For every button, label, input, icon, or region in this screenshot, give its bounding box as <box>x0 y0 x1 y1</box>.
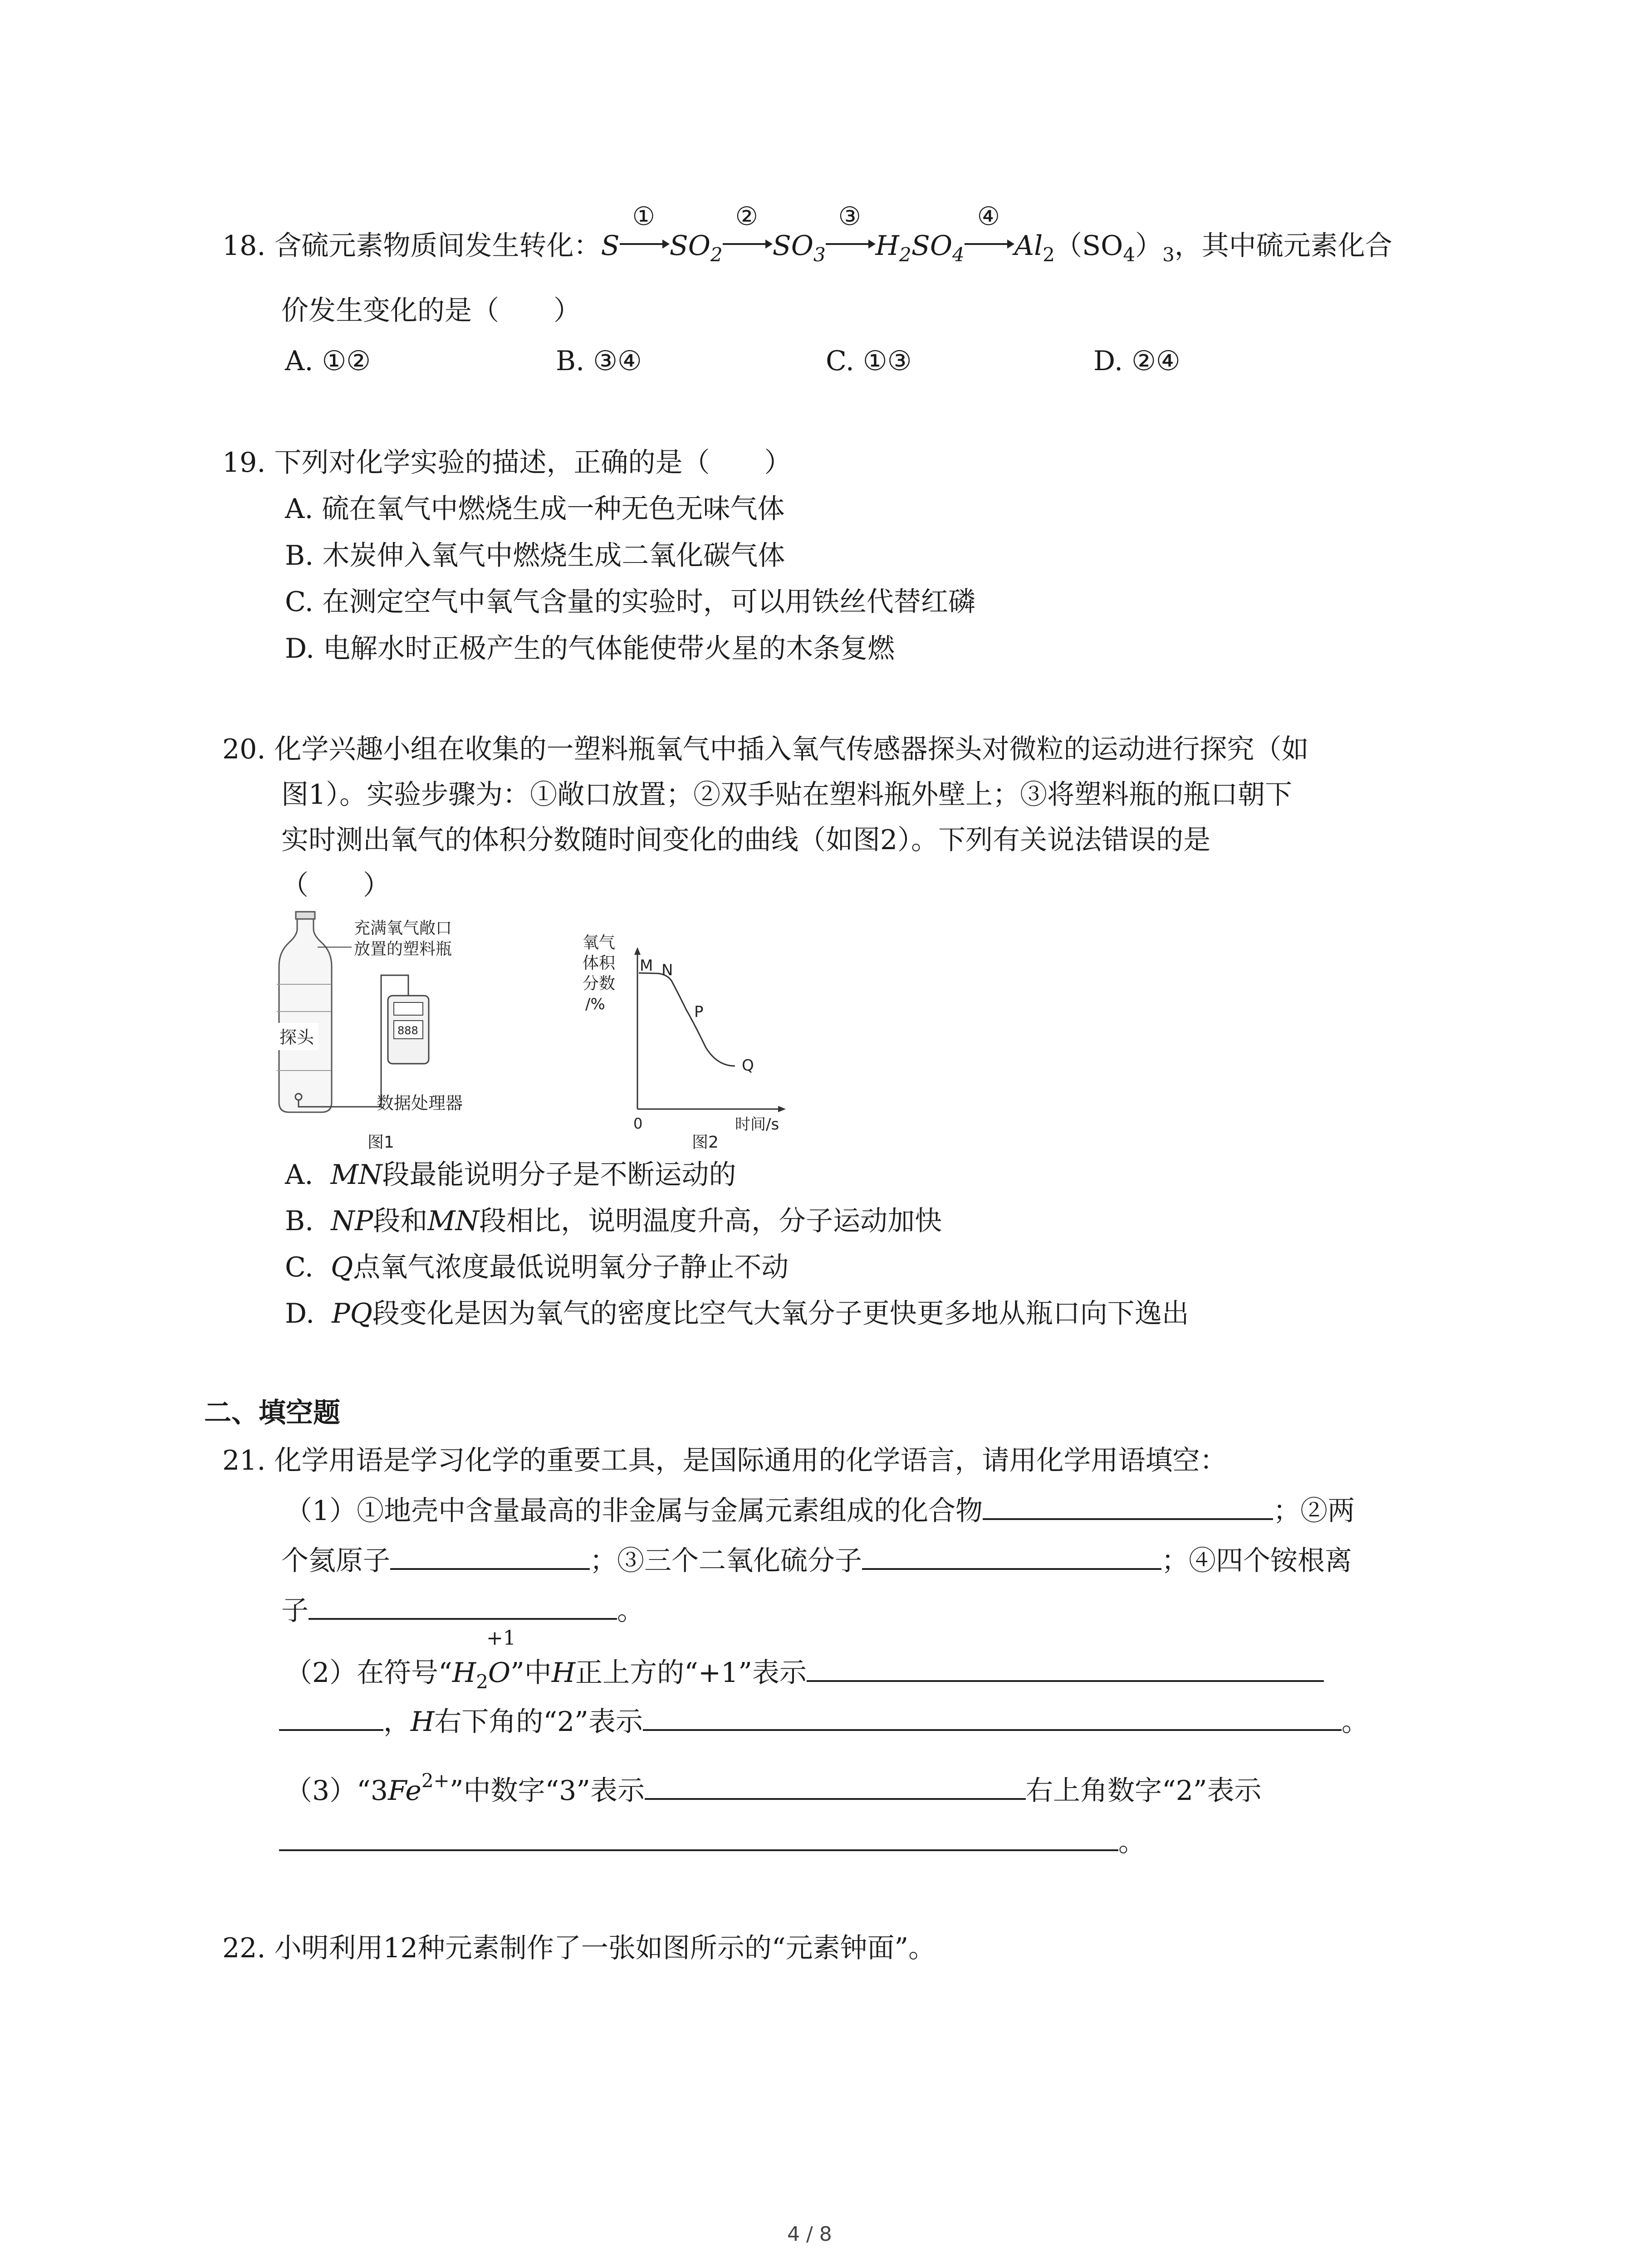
q20-line4: （ ） <box>281 870 390 901</box>
q18-option-b: B. ③④ <box>556 345 642 377</box>
section-title: 二、填空题 <box>204 1397 340 1429</box>
oxygen-curve <box>639 973 735 1066</box>
q20-option-c: C. Q点氧气浓度最低说明氧分子静止不动 <box>285 1251 789 1283</box>
formula-s: S <box>601 230 620 262</box>
figure-2-graph <box>581 930 798 1161</box>
answer-blank-charge[interactable] <box>279 1826 1118 1851</box>
q18-option-c: C. ①③ <box>826 345 912 377</box>
point-p: P <box>694 1003 704 1021</box>
answer-blank-so2[interactable] <box>862 1545 1161 1570</box>
y-axis-label-2: 体积 <box>583 954 616 973</box>
q18-option-a: A. ①② <box>285 345 371 377</box>
reaction-arrow-3 <box>826 202 876 255</box>
question-number: 18. <box>222 230 266 262</box>
q19-option-c: C. 在测定空气中氧气含量的实验时，可以用铁丝代替红磷 <box>285 586 975 618</box>
step-label-4: ④ <box>977 202 1000 231</box>
formula-h2so4: $H_2SO_4$ <box>875 230 965 266</box>
y-axis-label-1: 氧气 <box>583 934 616 952</box>
plastic-bottle <box>279 917 332 1112</box>
answer-blank-subscript[interactable] <box>643 1706 1342 1731</box>
q19-stem: 19. 下列对化学实验的描述，正确的是（ ） <box>222 447 792 479</box>
q21-part3-line1: $(3)“3Fe^{2+}$”中数字“3”表示 右上角数字“2”表示 <box>285 1769 1262 1807</box>
q20-option-d: D. PQ段变化是因为氧气的密度比空气大氧分子更快更多地从瓶口向下逸出 <box>285 1298 1189 1330</box>
point-m: M <box>640 957 653 975</box>
valence-mark: +1 <box>486 1627 516 1650</box>
q21-part2-line1: （2）在符号“$H_2O$”中H正上方的“+1”表示 <box>285 1657 1324 1691</box>
q21-part1-line3: 子 。 <box>281 1595 644 1627</box>
q21-part1-line1: （1）①地壳中含量最高的非金属与金属元素组成的化合物 ；②两 <box>285 1495 1355 1527</box>
reaction-arrow-4 <box>965 202 1014 255</box>
q19-option-d: D. 电解水时正极产生的气体能使带火星的木条复燃 <box>285 633 895 665</box>
answer-blank-compound[interactable] <box>983 1495 1273 1520</box>
page-number: 4 / 8 <box>787 2223 832 2246</box>
q18-line1 <box>222 202 1392 266</box>
processor-label: 数据处理器 <box>377 1093 463 1113</box>
answer-blank-helium[interactable] <box>390 1545 590 1570</box>
step-label-3: ③ <box>838 202 861 231</box>
point-q: Q <box>742 1056 754 1075</box>
q20-line3: 实时测出氧气的体积分数随时间变化的曲线（如图2）。下列有关说法错误的是 <box>281 824 1211 856</box>
answer-blank-valence-cont[interactable] <box>279 1706 383 1731</box>
y-axis-label-3: 分数 <box>583 974 616 993</box>
q18-line2: 价发生变化的是（ ） <box>281 295 581 327</box>
answer-blank-coefficient[interactable] <box>645 1774 1026 1800</box>
formula-so3: $SO_3$ <box>772 230 826 266</box>
q19-option-b: B. 木炭伸入氧气中燃烧生成二氧化碳气体 <box>285 540 785 572</box>
device-display: 888 <box>397 1024 418 1037</box>
q18-tail-text: ，其中硫元素化合 <box>1174 230 1392 262</box>
point-n: N <box>661 961 673 979</box>
q21-stem: 21. 化学用语是学习化学的重要工具，是国际通用的化学语言，请用化学用语填空： <box>222 1445 1227 1476</box>
x-axis-label: 时间/s <box>735 1115 779 1134</box>
formula-so2: $SO_2$ <box>669 230 723 266</box>
reaction-arrow-2 <box>723 202 773 255</box>
q19-option-a: A. 硫在氧气中燃烧生成一种无色无味气体 <box>285 493 785 525</box>
q20-line2: 图1）。实验步骤为：①敞口放置；②双手贴在塑料瓶外壁上；③将塑料瓶的瓶口朝下 <box>281 779 1293 811</box>
q18-option-d: D. ②④ <box>1093 345 1181 377</box>
step-label-1: ① <box>632 202 655 231</box>
figure-1-caption: 图1 <box>367 1133 394 1152</box>
bottle-label-line2: 放置的塑料瓶 <box>354 940 452 958</box>
q18-lead-text: 含硫元素物质间发生转化： <box>274 230 601 262</box>
q21-part3-line2: 。 <box>279 1826 1146 1856</box>
step-label-2: ② <box>735 202 758 231</box>
figure-2-caption: 图2 <box>692 1133 719 1152</box>
q20-option-a: A. MN段最能说明分子是不断运动的 <box>285 1159 736 1191</box>
q20-line1: 20. 化学兴趣小组在收集的一塑料瓶氧气中插入氧气传感器探头对微粒的运动进行探究（如 <box>222 733 1309 765</box>
y-axis-label-4: /% <box>585 995 605 1013</box>
q22-stem: 22. 小明利用12种元素制作了一张如图所示的“元素钟面”。 <box>222 1932 936 1964</box>
q21-part1-line2: 个氦原子 ；③三个二氧化硫分子 ；④四个铵根离 <box>281 1545 1352 1577</box>
bottle-label-line1: 充满氧气敞口 <box>354 919 452 938</box>
probe-label: 探头 <box>279 1027 314 1047</box>
answer-blank-valence[interactable] <box>807 1657 1324 1682</box>
formula-al2so43: $Al_2(SO_4)_3$ <box>1014 230 1175 266</box>
q21-part2-line2: ，H右下角的“2”表示 。 <box>279 1706 1369 1735</box>
q20-option-b: B. NP段和MN段相比，说明温度升高，分子运动加快 <box>285 1205 942 1237</box>
figure-1-apparatus <box>272 907 526 1161</box>
origin-label: 0 <box>633 1115 643 1132</box>
reaction-arrow-1 <box>620 202 670 255</box>
answer-blank-ammonium[interactable] <box>309 1594 617 1620</box>
